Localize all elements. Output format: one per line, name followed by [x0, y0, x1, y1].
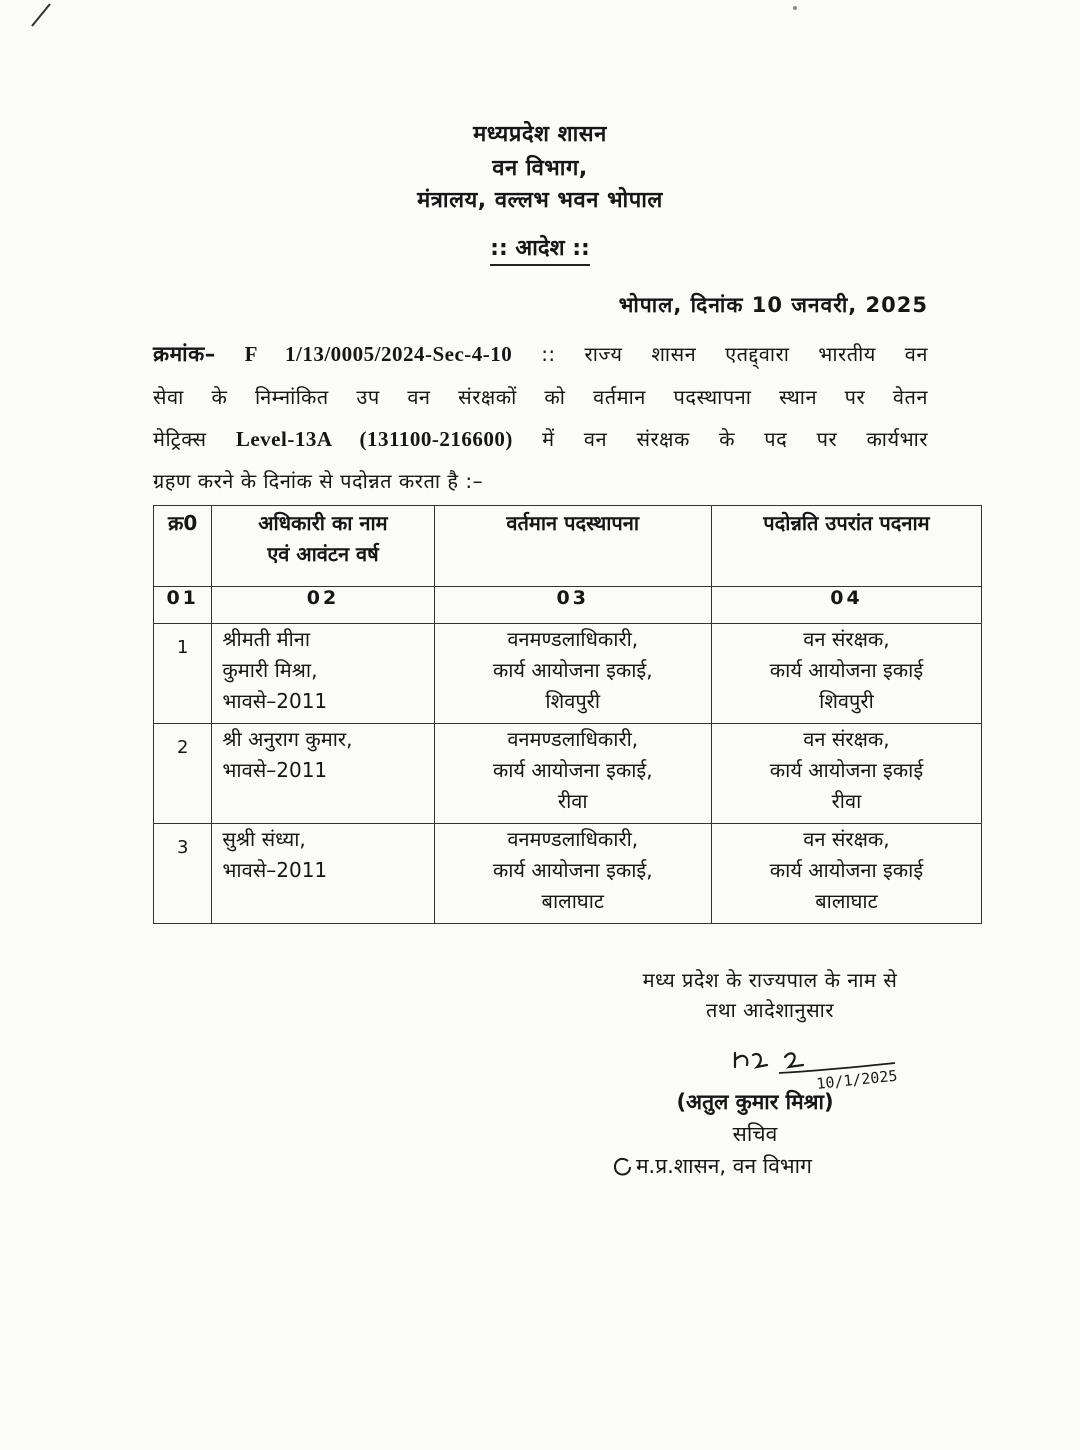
- current-posting-line: कार्य आयोजना इकाई,: [492, 658, 653, 682]
- post-promotion-designation: [711, 624, 981, 724]
- promoted-line: वन संरक्षक,: [803, 827, 890, 851]
- body-line-4: ग्रहण करने के दिनांक से पदोन्नत करता है :–: [153, 469, 484, 493]
- header-department: वन विभाग,: [492, 156, 588, 181]
- promoted-line: कार्य आयोजना इकाई: [769, 858, 924, 882]
- body-line-1-text: :: राज्य शासन एतद्द्वारा भारतीय वन: [541, 342, 929, 366]
- current-posting: [434, 824, 711, 924]
- current-posting-line: रीवा: [557, 789, 588, 813]
- closing-line-2: तथा आदेशानुसार: [705, 998, 835, 1022]
- serial-number: 1: [154, 624, 212, 724]
- order-title-text: :: आदेश ::: [490, 236, 590, 266]
- ink-dot: [793, 6, 797, 10]
- officer-name-line: भावसे–2011: [222, 689, 328, 713]
- header-officer-name-line1: अधिकारी का नाम: [258, 511, 388, 535]
- officer-name-line: कुमारी मिश्रा,: [222, 658, 318, 682]
- header-officer-name-line2: एवं आवंटन वर्ष: [267, 542, 379, 566]
- officer-name-line: श्री अनुराग कुमार,: [222, 727, 353, 751]
- current-posting-line: वनमण्डलाधिकारी,: [507, 827, 639, 851]
- serial-number: 2: [154, 724, 212, 824]
- current-posting: [434, 724, 711, 824]
- body-line-2: सेवा के निम्नांकित उप वन संरक्षकों को वर्तमान पदस्थापना स्थान पर वेतन: [153, 385, 928, 409]
- signatory-office: [610, 1152, 870, 1180]
- current-posting-line: कार्य आयोजना इकाई,: [492, 858, 653, 882]
- table-row: [154, 724, 982, 824]
- column-number: 02: [212, 587, 434, 624]
- reference-label: क्रमांक–: [153, 342, 216, 366]
- reference-number: F 1/13/0005/2024-Sec-4-10: [244, 342, 513, 366]
- pay-level: Level-13A (131100-216600): [235, 427, 513, 451]
- table-row: [154, 624, 982, 724]
- promoted-line: कार्य आयोजना इकाई: [769, 758, 924, 782]
- promoted-line: शिवपुरी: [819, 689, 874, 713]
- officer-name-line: भावसे–2011: [222, 758, 328, 782]
- officer-name-line: सुश्री संध्या,: [222, 827, 306, 851]
- body-line-3: [153, 425, 928, 452]
- initial-scribble-icon: [610, 1153, 636, 1179]
- body-line-3-text-a: मेट्रिक्स: [153, 427, 207, 451]
- promoted-line: कार्य आयोजना इकाई: [769, 658, 924, 682]
- signature-date: 10/1/2025: [815, 1066, 899, 1093]
- closing-line-1: मध्य प्रदेश के राज्यपाल के नाम से: [642, 968, 898, 992]
- officer-name-line: भावसे–2011: [222, 858, 328, 882]
- order-title: [0, 232, 1080, 262]
- current-posting-line: शिवपुरी: [545, 689, 601, 713]
- table-header-row: [154, 506, 982, 587]
- current-posting-line: बालाघाट: [541, 889, 604, 913]
- column-number: 01: [154, 587, 212, 624]
- table-row: [154, 824, 982, 924]
- promoted-line: वन संरक्षक,: [803, 727, 890, 751]
- column-number: 04: [711, 587, 981, 624]
- body-line-3-text-b: में वन संरक्षक के पद पर कार्यभार: [542, 427, 928, 451]
- promotion-table: [153, 505, 982, 924]
- dateline: भोपाल, दिनांक 10 जनवरी, 2025: [618, 293, 928, 317]
- pen-scratch-mark: [30, 0, 70, 30]
- current-posting-line: वनमण्डलाधिकारी,: [507, 727, 639, 751]
- current-posting: [434, 624, 711, 724]
- officer-name: [212, 724, 434, 824]
- header-post-promotion: पदोन्नति उपरांत पदनाम: [711, 506, 981, 587]
- signatory-designation: सचिव: [732, 1122, 778, 1146]
- current-posting-line: वनमण्डलाधिकारी,: [507, 627, 639, 651]
- body-line-1: [153, 340, 928, 368]
- column-number-row: [154, 587, 982, 624]
- promoted-line: रीवा: [831, 789, 862, 813]
- post-promotion-designation: [711, 724, 981, 824]
- promoted-line: बालाघाट: [815, 889, 878, 913]
- officer-name: [212, 824, 434, 924]
- header-government: मध्यप्रदेश शासन: [473, 122, 607, 147]
- serial-number: 3: [154, 824, 212, 924]
- promoted-line: वन संरक्षक,: [803, 627, 890, 651]
- signatory-name: (अतुल कुमार मिश्रा): [676, 1090, 834, 1114]
- header-serial: क्र0: [154, 506, 212, 587]
- header-address: मंत्रालय, वल्लभ भवन भोपाल: [417, 188, 663, 213]
- current-posting-line: कार्य आयोजना इकाई,: [492, 758, 653, 782]
- signatory-office-text: म.प्र.शासन, वन विभाग: [636, 1154, 812, 1178]
- header-current-posting: वर्तमान पदस्थापना: [434, 506, 711, 587]
- officer-name-line: श्रीमती मीना: [222, 627, 311, 651]
- header-officer-name: [212, 506, 434, 587]
- officer-name: [212, 624, 434, 724]
- post-promotion-designation: [711, 824, 981, 924]
- column-number: 03: [434, 587, 711, 624]
